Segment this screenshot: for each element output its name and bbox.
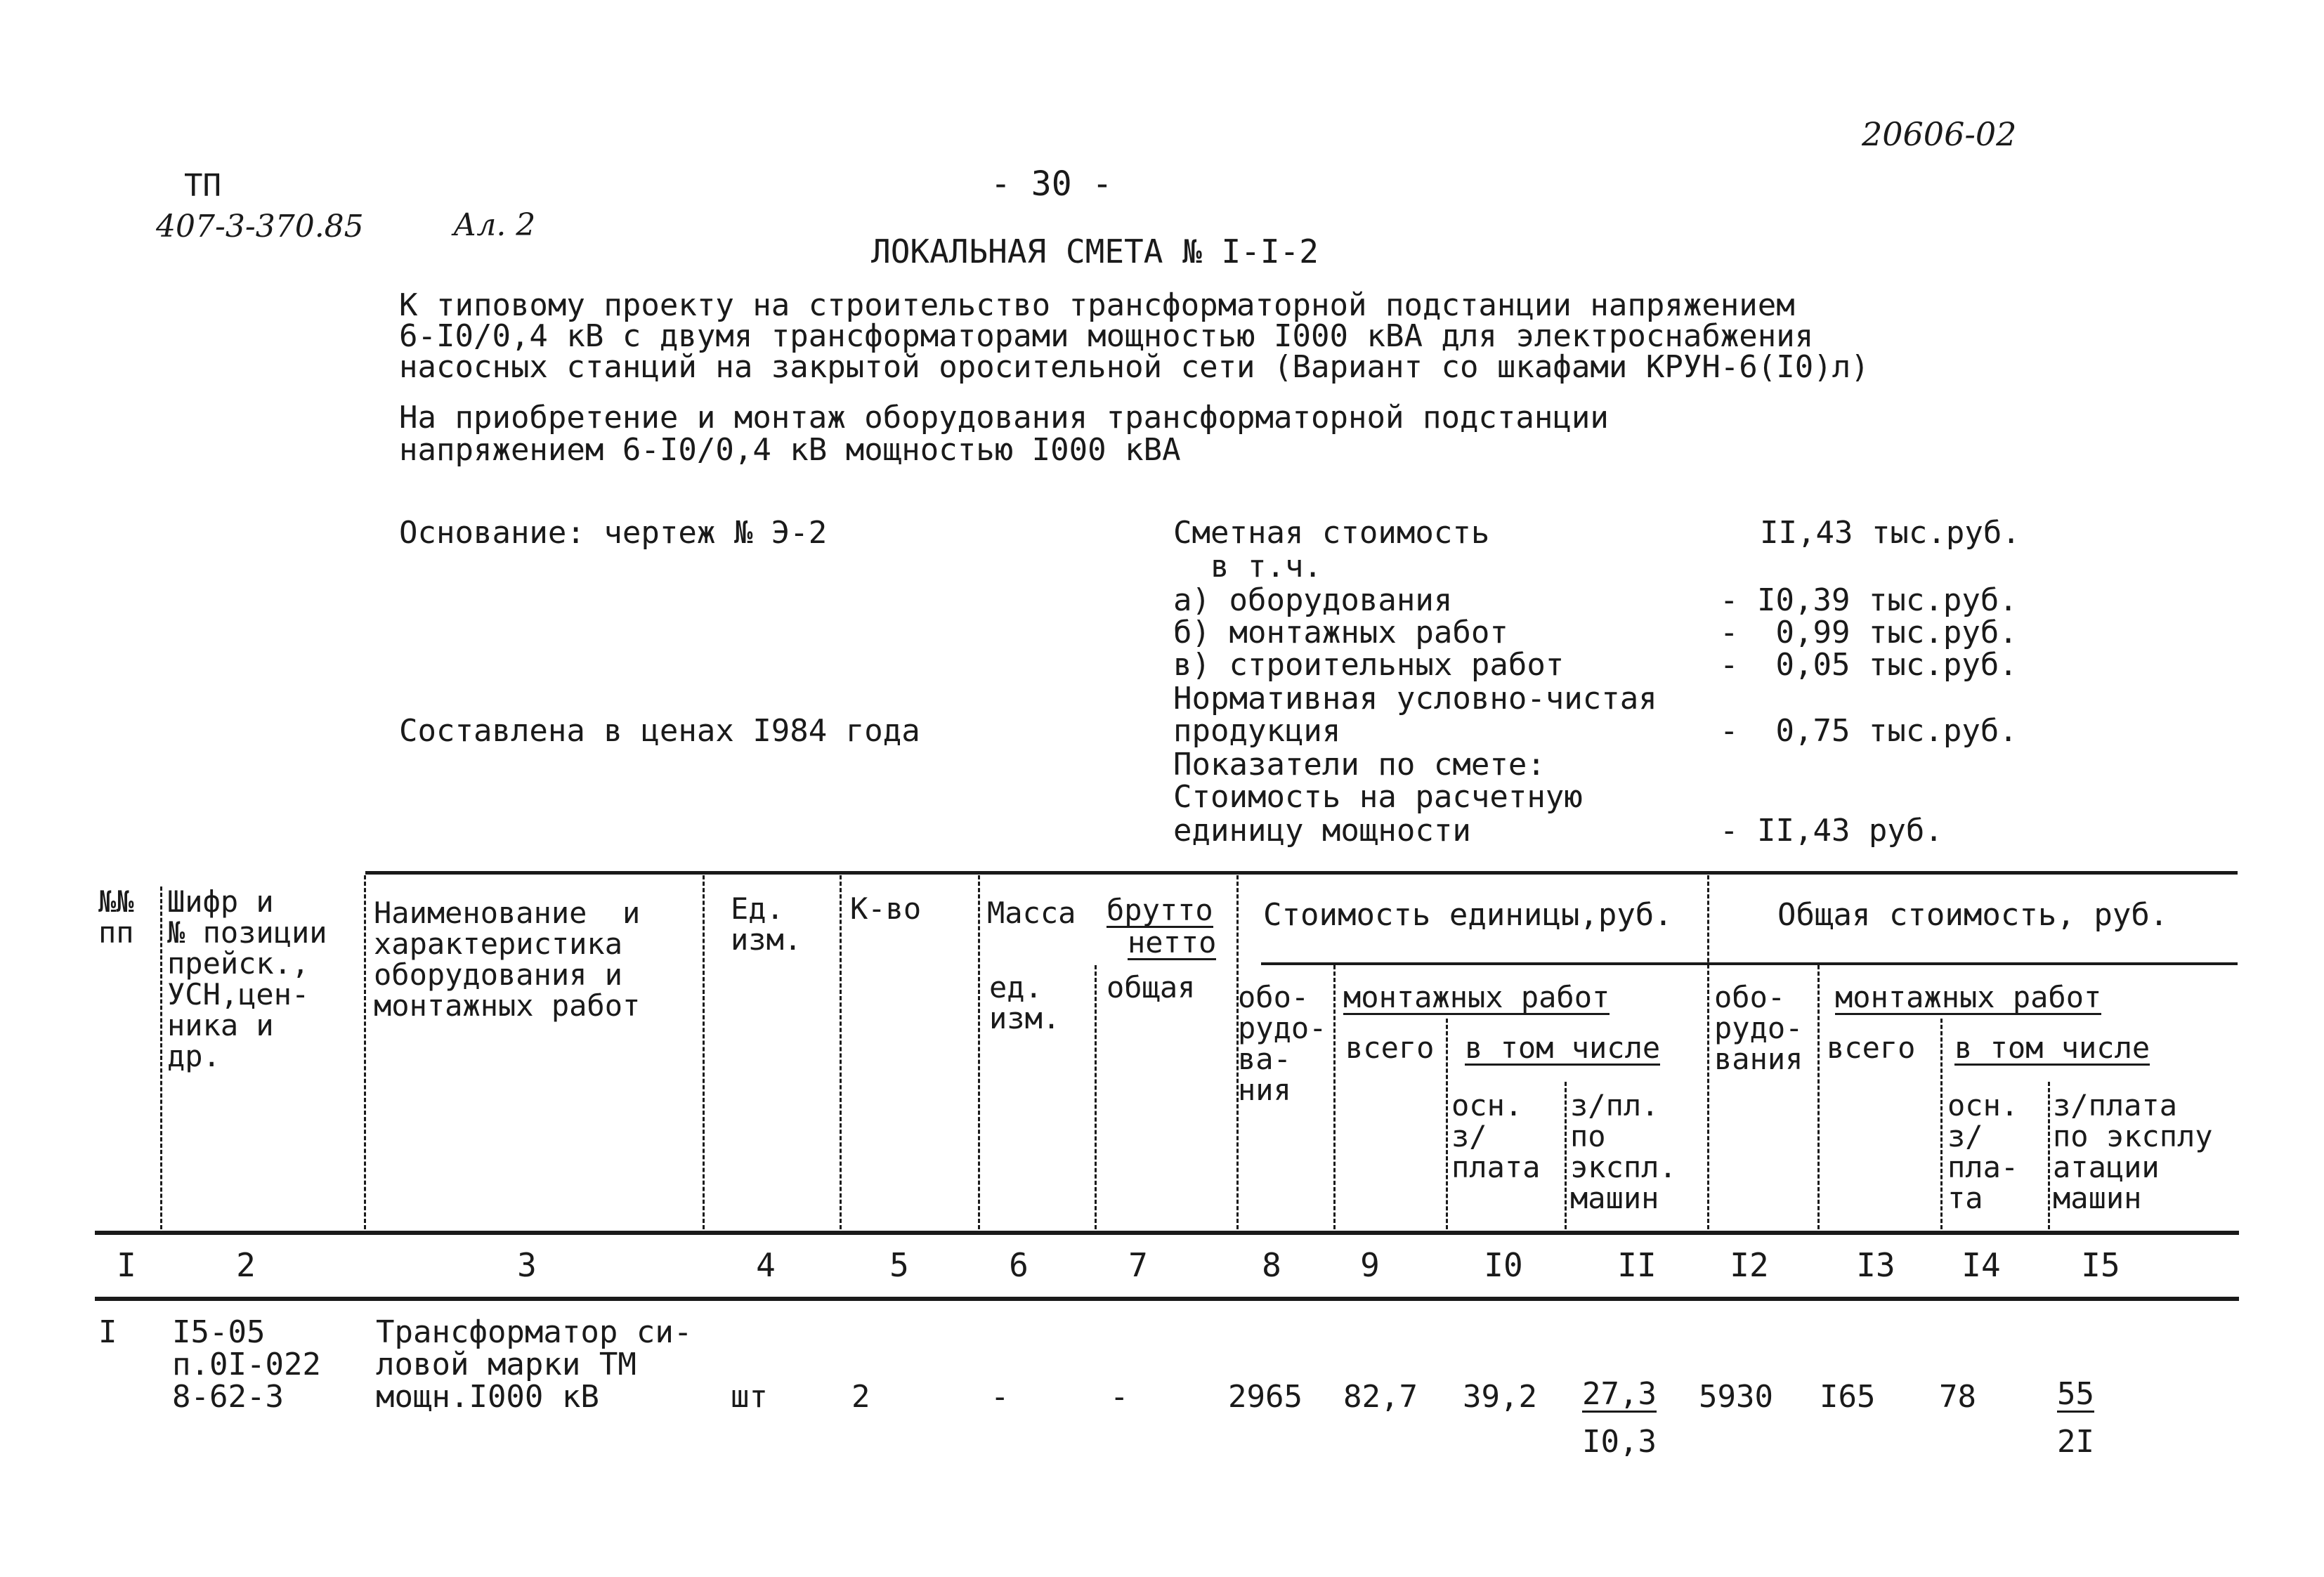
- summary-label: в т.ч.: [1173, 549, 1322, 584]
- row-number: I: [98, 1314, 117, 1350]
- summary-label: Сметная стоимость: [1173, 515, 1490, 551]
- row-total-equipment: 5930: [1699, 1379, 1773, 1415]
- col-header-code: Шифр и № позиции прейск., УСН,цен- ника и др.: [167, 884, 327, 1073]
- summary-label: в) строительных работ: [1173, 647, 1565, 683]
- col-header-mass-total: общая: [1106, 970, 1196, 1005]
- column-divider: [1333, 965, 1336, 1229]
- summary-value: - II,43 руб.: [1720, 813, 1943, 849]
- col-header-name: Наименование и характеристика оборудования и монтажных работ: [374, 896, 641, 1023]
- col-header-total-machine-wage: з/плата по эксплу атации машин: [2053, 1088, 2213, 1215]
- col-header-unit-mounting: монтажных работ: [1343, 980, 1610, 1014]
- col-number: 3: [517, 1246, 537, 1284]
- column-divider: [1446, 1019, 1448, 1229]
- col-number: I0: [1484, 1246, 1523, 1284]
- basis-text: Основание: чертеж № Э-2: [399, 515, 828, 551]
- row-unit: шт: [731, 1379, 768, 1415]
- summary-value: - I0,39 тыс.руб.: [1720, 582, 2018, 618]
- col-header-total-including: в том числе: [1954, 1030, 2150, 1065]
- col-number: 6: [1009, 1246, 1029, 1284]
- col-header-brutto: брутто: [1106, 893, 1213, 927]
- purpose-line: На приобретение и монтаж оборудования трансформаторной подстанции: [399, 400, 1609, 436]
- column-divider: [978, 875, 980, 1229]
- prices-year-text: Составлена в ценах I984 года: [399, 713, 920, 749]
- row-unit-machine-wage-sub: I0,3: [1582, 1424, 1657, 1460]
- row-total-mount-total: I65: [1820, 1379, 1876, 1415]
- table-header-bottom-rule: [95, 1231, 2239, 1235]
- col-header-number: №№ пп: [98, 884, 134, 950]
- col-header-total-equipment: обо- рудо- вания: [1714, 980, 1803, 1076]
- column-divider: [364, 875, 366, 1229]
- summary-label: а) оборудования: [1173, 582, 1453, 618]
- row-total-machine-wage-sub: 2I: [2057, 1424, 2094, 1460]
- table-mid-rule: [1261, 962, 2238, 965]
- document-title: ЛОКАЛЬНАЯ СМЕТА № I-I-2: [871, 233, 1319, 270]
- col-number: 8: [1262, 1246, 1281, 1284]
- row-total-wage: 78: [1939, 1379, 1976, 1415]
- column-divider: [1940, 1019, 1943, 1229]
- row-unit-mount-total: 82,7: [1343, 1379, 1418, 1415]
- row-code: I5-05 п.0I-022 8-62-3: [172, 1314, 321, 1415]
- col-number: 7: [1128, 1246, 1148, 1284]
- summary-value: - 0,05 тыс.руб.: [1720, 647, 2018, 683]
- col-number: I: [117, 1246, 136, 1284]
- col-header-unit-machine-wage: з/пл. по экспл. машин: [1570, 1088, 1677, 1215]
- summary-value: II,43 тыс.руб.: [1760, 515, 2021, 551]
- col-header-mass: Масса: [987, 896, 1076, 930]
- col-header-mass-unit: ед. изм.: [989, 970, 1061, 1035]
- col-header-unit-wage: осн. з/ плата: [1451, 1088, 1541, 1184]
- column-divider: [840, 875, 842, 1229]
- column-divider: [1817, 965, 1820, 1229]
- column-divider: [1095, 965, 1097, 1229]
- intro-line: К типовому проекту на строительство трансформаторной подстанции напряжением: [399, 287, 1795, 323]
- intro-line: 6-I0/0,4 кВ с двумя трансформаторами мощностью I000 кВА для электроснабжения: [399, 318, 1814, 354]
- row-unit-wage: 39,2: [1463, 1379, 1537, 1415]
- summary-label: единицу мощности: [1173, 813, 1471, 849]
- corner-stamp: 20606-02: [1862, 115, 2017, 153]
- tp-label: ТП: [184, 168, 221, 204]
- column-divider: [1707, 875, 1709, 1229]
- col-header-netto: нетто: [1128, 925, 1217, 960]
- col-header-unit-equipment: обо- рудо- ва- ния: [1238, 980, 1327, 1107]
- col-header-qty: К-во: [850, 891, 922, 926]
- intro-line: насосных станций на закрытой оросительной сети (Вариант со шкафами КРУН-6(I0)л): [399, 349, 1869, 385]
- summary-value: - 0,75 тыс.руб.: [1720, 713, 2018, 749]
- summary-label: Нормативная условно-чистая: [1173, 681, 1657, 716]
- column-divider: [1565, 1082, 1567, 1229]
- row-qty: 2: [851, 1379, 870, 1415]
- table-number-rule: [95, 1297, 2239, 1301]
- row-unit-equipment: 2965: [1228, 1379, 1303, 1415]
- summary-label: Показатели по смете:: [1173, 747, 1546, 783]
- summary-label: продукция: [1173, 713, 1341, 749]
- col-header-total-mounting: монтажных работ: [1835, 980, 2102, 1014]
- tp-code: 407-3-370.85: [156, 209, 364, 244]
- album-label: Ал. 2: [453, 207, 536, 243]
- col-number: I5: [2081, 1246, 2120, 1284]
- col-header-unit: Ед. изм.: [731, 891, 802, 957]
- col-number: 2: [236, 1246, 256, 1284]
- table-top-rule: [365, 871, 2238, 875]
- col-number: 5: [889, 1246, 909, 1284]
- col-header-total-total: всего: [1827, 1030, 1916, 1065]
- column-divider: [160, 886, 162, 1229]
- page-number: - 30 -: [991, 164, 1113, 204]
- col-number: 9: [1360, 1246, 1380, 1284]
- summary-label: б) монтажных работ: [1173, 615, 1508, 650]
- col-number: II: [1617, 1246, 1657, 1284]
- purpose-line: напряжением 6-I0/0,4 кВ мощностью I000 кВА: [399, 432, 1181, 468]
- col-number: 4: [756, 1246, 776, 1284]
- col-header-total-cost: Общая стоимость, руб.: [1777, 897, 2169, 933]
- column-divider: [2048, 1082, 2050, 1229]
- row-mass-total: -: [1110, 1379, 1129, 1415]
- col-number: I2: [1730, 1246, 1769, 1284]
- row-mass-unit: -: [991, 1379, 1010, 1415]
- col-number: I3: [1856, 1246, 1895, 1284]
- col-header-unit-including: в том числе: [1465, 1030, 1661, 1065]
- summary-value: - 0,99 тыс.руб.: [1720, 615, 2018, 650]
- row-unit-machine-wage: 27,3: [1582, 1376, 1657, 1412]
- col-number: I4: [1961, 1246, 2001, 1284]
- column-divider: [703, 875, 705, 1229]
- col-header-total-wage: осн. з/ пла- та: [1947, 1088, 2019, 1215]
- col-header-unit-total: всего: [1345, 1030, 1435, 1065]
- row-total-machine-wage: 55: [2057, 1376, 2094, 1412]
- col-header-unit-cost: Стоимость единицы,руб.: [1263, 897, 1673, 933]
- row-name: Трансформатор си- ловой марки ТМ мощн.I000 кВ: [376, 1314, 693, 1415]
- summary-label: Стоимость на расчетную: [1173, 779, 1583, 815]
